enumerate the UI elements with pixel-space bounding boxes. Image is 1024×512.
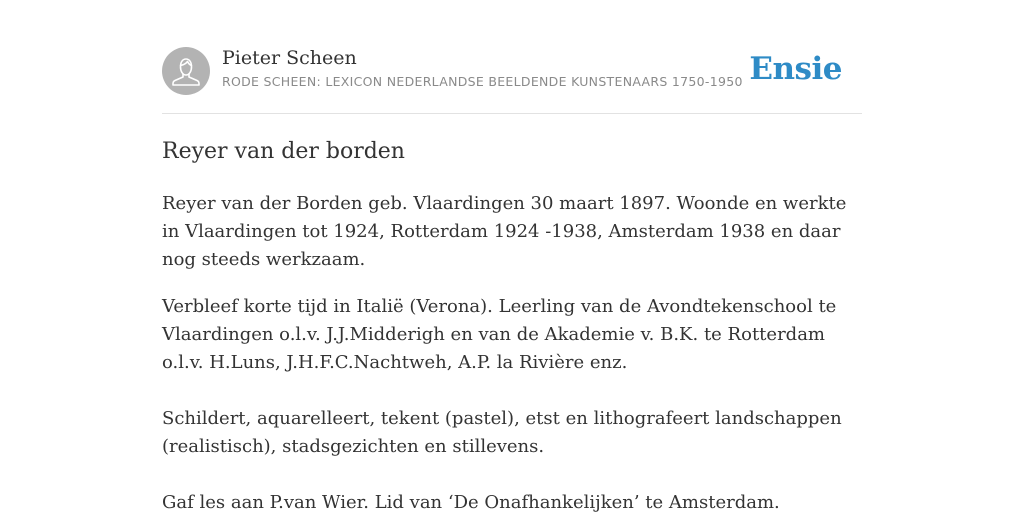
author-name[interactable]: Pieter Scheen bbox=[222, 47, 357, 69]
article-paragraph: Verbleef korte tijd in Italië (Verona). Leerling van de Avondtekenschool te Vlaardingen o.l.v. J.J.Midderigh en van de Akademie v. B.K. te Rotterdam o.l.v. H.Luns, J.H.F.C.Nachtweh, A.P. la Rivière enz. bbox=[162, 296, 837, 373]
source-label[interactable]: RODE SCHEEN: LEXICON NEDERLANDSE BEELDENDE KUNSTENAARS 1750-1950 bbox=[222, 74, 743, 89]
avatar[interactable] bbox=[162, 47, 210, 95]
divider bbox=[162, 113, 862, 114]
article-paragraph: Reyer van der Borden geb. Vlaardingen 30 maart 1897. Woonde en werkte in Vlaardingen tot 1924, Rotterdam 1924 -1938, Amsterdam 1938 en daar nog steeds werkzaam. bbox=[162, 193, 847, 270]
author-header bbox=[162, 46, 862, 96]
ensie-logo[interactable]: Ensie bbox=[749, 51, 842, 87]
article-paragraph: Schildert, aquarelleert, tekent (pastel), etst en lithografeert landschappen (realistisch), stadsgezichten en stillevens. bbox=[162, 408, 842, 457]
article-body bbox=[162, 190, 867, 512]
page-title: Reyer van der borden bbox=[162, 139, 405, 164]
article-paragraph: Gaf les aan P.van Wier. Lid van ‘De Onafhankelijken’ te Amsterdam. bbox=[162, 492, 780, 512]
user-silhouette-icon bbox=[162, 47, 210, 95]
